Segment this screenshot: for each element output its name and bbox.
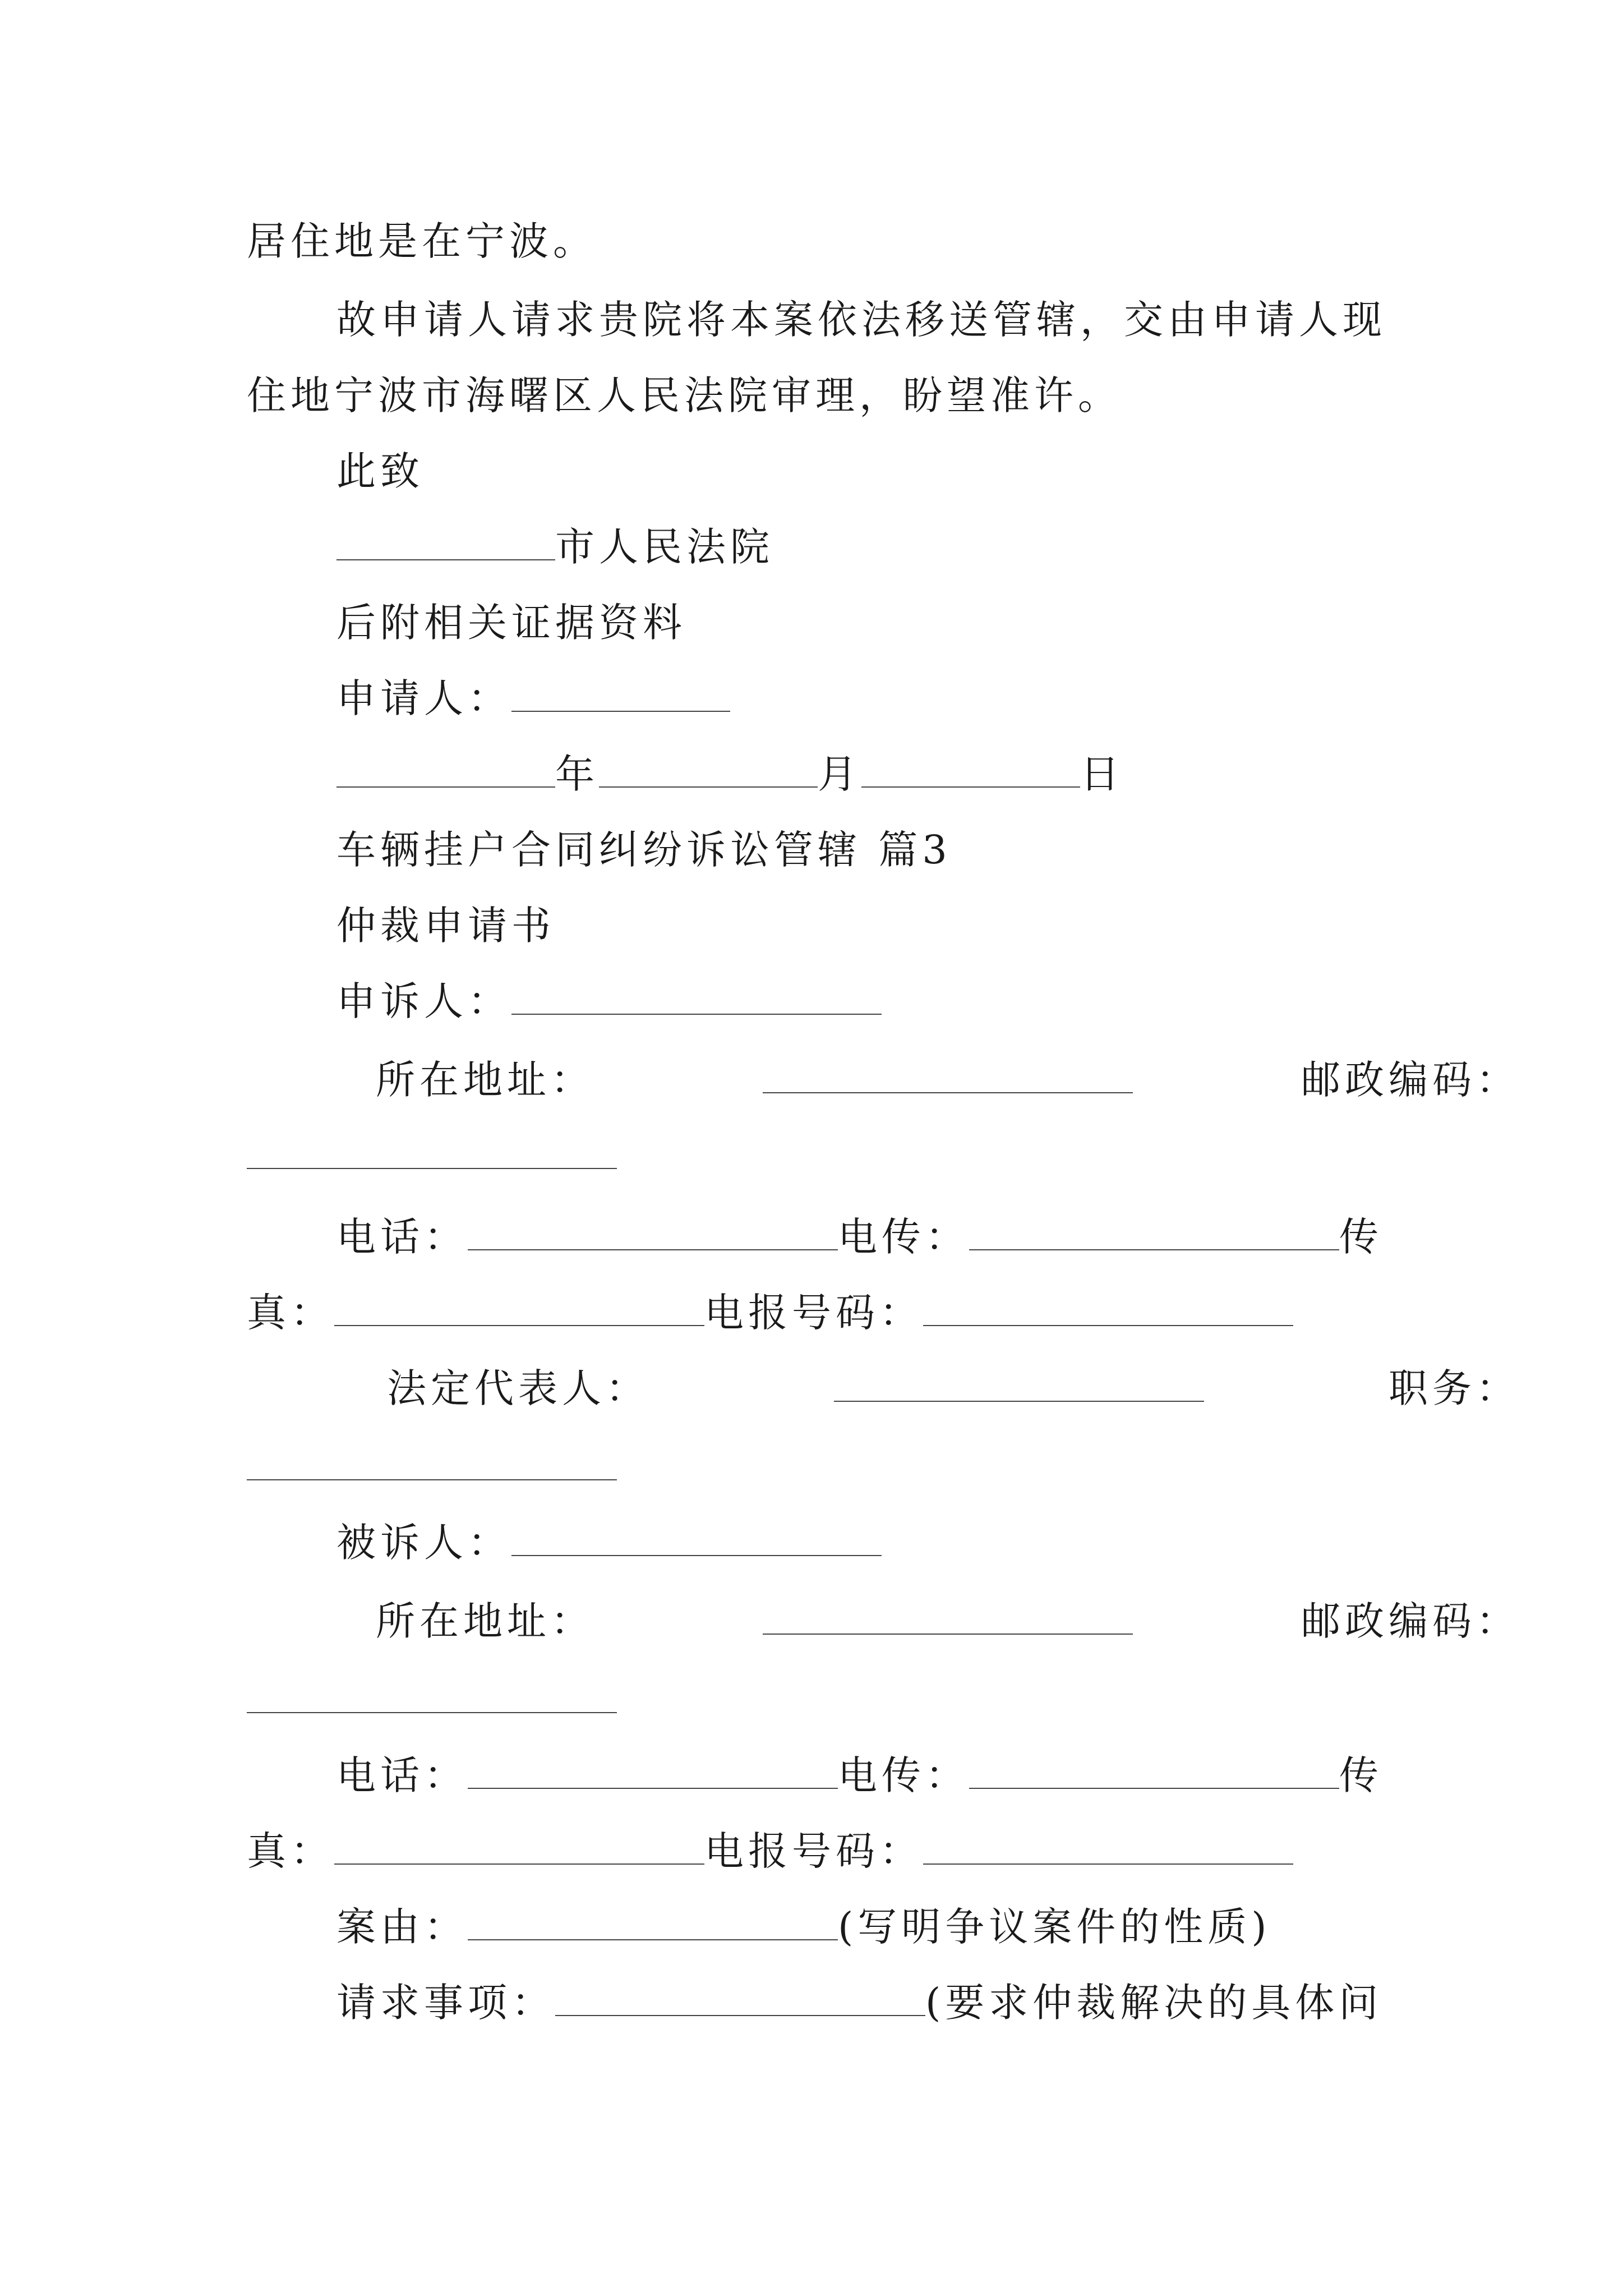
fax-label-part: 传 xyxy=(1339,1752,1383,1798)
tel-label: 电话： xyxy=(336,1214,468,1260)
blank-field xyxy=(247,1134,617,1169)
claims-note: (要求仲裁解决的具体问 xyxy=(925,1980,1383,2026)
blank-field xyxy=(468,1216,838,1250)
form-title: 仲裁申请书 xyxy=(336,903,555,949)
blank-field xyxy=(511,1521,882,1556)
blank-field xyxy=(511,677,730,712)
blank-field xyxy=(511,980,882,1015)
fax-label-part: 真： xyxy=(247,1828,334,1874)
position-blank-line xyxy=(247,1442,617,1492)
claimant-line xyxy=(336,976,882,1027)
blank-field xyxy=(334,1291,704,1326)
postcode-label: 邮政编码： xyxy=(1301,1598,1520,1644)
blank-field xyxy=(468,1754,838,1789)
address-label: 所在地址： xyxy=(376,1057,594,1103)
postcode-blank-line xyxy=(247,1130,617,1181)
day-label: 日 xyxy=(1080,751,1124,797)
blank-field xyxy=(763,1600,1133,1635)
blank-field xyxy=(763,1059,1133,1093)
text-line: 住地宁波市海曙区人民法院审理，盼望准许。 xyxy=(247,372,1122,418)
court-suffix: 市人民法院 xyxy=(555,524,774,570)
blank-field xyxy=(923,1830,1293,1865)
text-line: 居住地是在宁波。 xyxy=(247,218,597,264)
respondent-line xyxy=(336,1517,882,1568)
year-label: 年 xyxy=(555,751,599,797)
section-heading: 车辆挂户合同纠纷诉讼管辖 篇3 xyxy=(336,827,952,873)
applicant-label: 申请人： xyxy=(336,675,511,721)
blank-field xyxy=(336,526,555,560)
cable-label: 电报号码： xyxy=(704,1290,923,1336)
claimant-contact-line xyxy=(336,1212,1383,1262)
blank-field xyxy=(969,1754,1339,1789)
cause-note: (写明争议案件的性质) xyxy=(838,1904,1271,1950)
blank-field xyxy=(861,753,1080,788)
blank-field xyxy=(334,1830,704,1865)
claimant-fax-line xyxy=(247,1287,1293,1338)
legal-rep-label: 法定代表人： xyxy=(387,1365,649,1411)
blank-field xyxy=(599,753,818,788)
claims-line xyxy=(336,1977,1382,2028)
position-label: 职务： xyxy=(1389,1365,1520,1411)
claimant-address-line xyxy=(376,1055,1520,1105)
cable-label: 电报号码： xyxy=(704,1828,923,1874)
blank-field xyxy=(834,1367,1204,1402)
court-line xyxy=(336,522,774,572)
cause-line xyxy=(336,1902,1271,1952)
cause-label: 案由： xyxy=(336,1904,468,1950)
blank-field xyxy=(555,1981,925,2016)
claimant-label: 申诉人： xyxy=(336,978,511,1024)
fax-label-part: 真： xyxy=(247,1290,334,1336)
date-line xyxy=(336,749,1124,799)
telegram-label: 电传： xyxy=(838,1752,969,1798)
claims-label: 请求事项： xyxy=(336,1980,555,2026)
fax-label-part: 传 xyxy=(1339,1214,1383,1260)
address-label: 所在地址： xyxy=(376,1598,594,1644)
month-label: 月 xyxy=(818,751,861,797)
text-line: 后附相关证据资料 xyxy=(336,600,686,646)
blank-field xyxy=(923,1291,1293,1326)
blank-field xyxy=(969,1216,1339,1250)
blank-field xyxy=(468,1906,838,1940)
postcode-label: 邮政编码： xyxy=(1301,1057,1520,1103)
respondent-address-line xyxy=(376,1596,1520,1646)
text-line: 故申请人请求贵院将本案依法移送管辖，交由申请人现 xyxy=(336,297,1386,343)
applicant-line xyxy=(336,673,730,724)
respondent-fax-line xyxy=(247,1826,1293,1876)
blank-field xyxy=(247,1446,617,1480)
tel-label: 电话： xyxy=(336,1752,468,1798)
respondent-contact-line xyxy=(336,1750,1383,1801)
blank-field xyxy=(247,1678,617,1713)
legal-rep-line xyxy=(387,1363,1520,1414)
respondent-label: 被诉人： xyxy=(336,1520,511,1566)
postcode-blank-line xyxy=(247,1674,617,1725)
blank-field xyxy=(336,753,555,788)
text-line: 此致 xyxy=(336,448,424,494)
telegram-label: 电传： xyxy=(838,1214,969,1260)
